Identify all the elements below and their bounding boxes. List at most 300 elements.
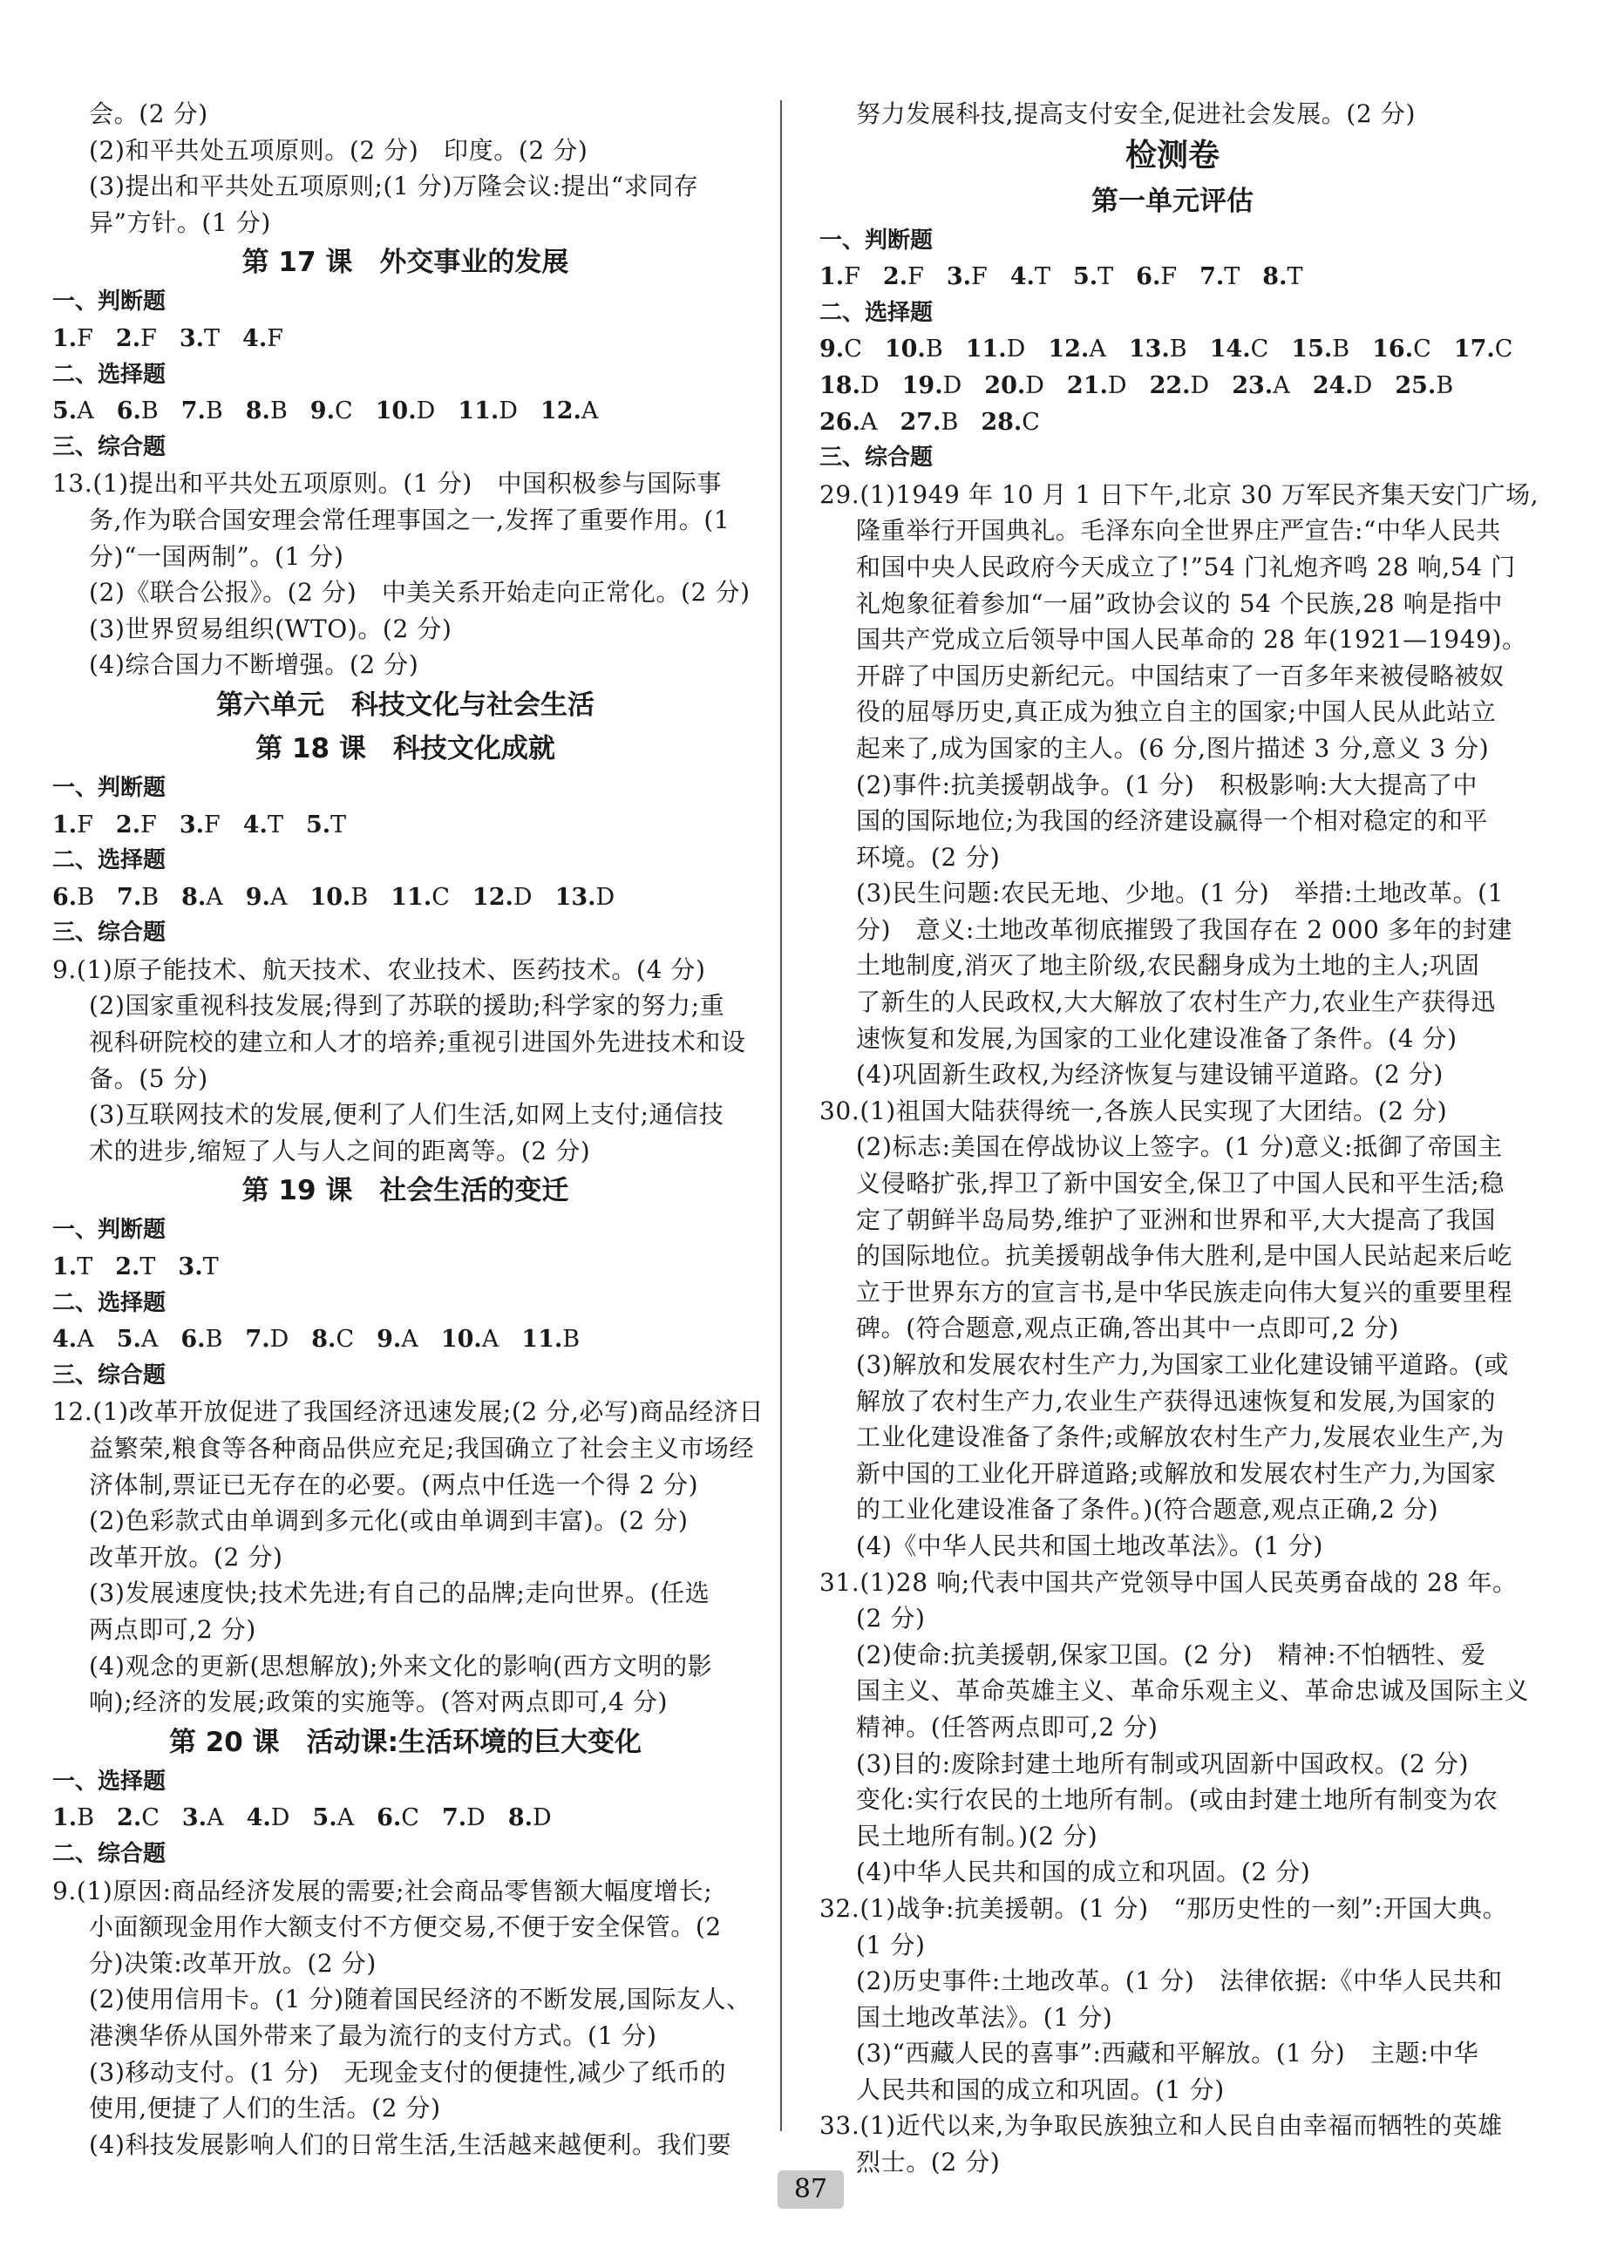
answer-item xyxy=(508,1800,552,1837)
answer-line: 9.(1)原子能技术、航天技术、农业技术、医药技术。(4 分) xyxy=(52,954,706,984)
left-column xyxy=(52,96,764,2163)
answer-item xyxy=(540,393,598,430)
answer-line: 分)决策:改革开放。(2 分) xyxy=(89,1948,377,1978)
answer-item xyxy=(819,259,860,295)
section-heading: 一、判断题 xyxy=(819,227,934,254)
answer-value: D xyxy=(1025,371,1044,399)
answer-line: (1 分) xyxy=(856,1930,926,1959)
question-number: 18. xyxy=(819,371,860,399)
answer-line: 努力发展科技,提高支付安全,促进社会发展。(2 分) xyxy=(856,99,1416,128)
answer-line: (3)互联网技术的发展,便利了人们生活,如网上支付;通信技 xyxy=(89,1100,724,1130)
question-number: 9. xyxy=(309,397,335,425)
answer-value: A xyxy=(401,1326,418,1354)
section-heading: 三、综合题 xyxy=(819,445,934,472)
answer-value: C xyxy=(336,1326,355,1354)
question-number: 4. xyxy=(1009,263,1035,291)
answer-line: 的工业化建设准备了条件。)(符合题意,观点正确,2 分) xyxy=(856,1495,1439,1524)
answer-value: B xyxy=(350,883,369,911)
answer-value: B xyxy=(941,408,959,436)
answer-line: (2)使命:抗美援朝,保家卫国。(2 分) 精神:不怕牺牲、爱 xyxy=(856,1640,1486,1669)
answer-value: T xyxy=(204,324,221,352)
question-number: 17. xyxy=(1453,336,1495,363)
question-number: 7. xyxy=(245,1326,270,1354)
answer-line: (3)移动支付。(1 分) 无现金支付的便捷性,减少了纸币的 xyxy=(89,2057,727,2087)
answer-value: A xyxy=(206,883,223,911)
answer-item xyxy=(377,1800,419,1837)
answer-item xyxy=(310,393,353,430)
answer-value: D xyxy=(533,1804,552,1832)
answer-value: F xyxy=(907,263,924,291)
answer-line: 义侵略扩张,捍卫了新中国安全,保卫了中国人民和平生活;稳 xyxy=(856,1169,1505,1199)
answer-line: 两点即可,2 分) xyxy=(89,1614,256,1644)
answer-value: C xyxy=(1494,336,1513,363)
answer-item xyxy=(1136,259,1177,295)
answer-line: (4)中华人民共和国的成立和巩固。(2 分) xyxy=(856,1857,1311,1887)
answer-line: (2)使用信用卡。(1 分)随着国民经济的不断发展,国际友人、 xyxy=(89,1985,751,2014)
answer-value: C xyxy=(431,883,450,911)
question-number: 1. xyxy=(52,324,78,352)
answer-item xyxy=(902,368,962,404)
answer-item xyxy=(819,404,877,441)
answer-value: F xyxy=(77,324,93,352)
answer-value: A xyxy=(336,1804,355,1832)
answer-item xyxy=(116,321,157,357)
answer-item xyxy=(1010,259,1050,295)
answer-value: B xyxy=(1169,336,1187,363)
answer-line: 会。(2 分) xyxy=(89,99,208,128)
answer-value: D xyxy=(269,1326,289,1354)
section-heading: 三、综合题 xyxy=(52,920,166,947)
answer-value: A xyxy=(1089,336,1106,363)
true-false-answers xyxy=(52,1249,758,1286)
question-number: 13. xyxy=(554,883,596,911)
answer-line: 精神。(任答两点即可,2 分) xyxy=(856,1712,1159,1742)
answer-value: A xyxy=(269,883,288,911)
question-number: 6. xyxy=(377,1804,402,1832)
answer-line: (2)色彩款式由单调到多元化(或由单调到丰富)。(2 分) xyxy=(89,1506,689,1536)
answer-item xyxy=(1129,331,1187,368)
answer-value: C xyxy=(844,336,862,363)
answer-value: D xyxy=(270,1804,290,1832)
answer-item xyxy=(182,1800,224,1837)
answer-line: (4)巩固新生政权,为经济恢复与建设铺平道路。(2 分) xyxy=(856,1060,1444,1090)
answer-line: 33.(1)近代以来,为争取民族独立和人民自由幸福而牺牲的英雄 xyxy=(819,2111,1503,2141)
answer-item xyxy=(309,879,368,916)
answer-line: (3)提出和平共处五项原则;(1 分)万隆会议:提出“求同存 xyxy=(89,172,699,201)
answer-value: A xyxy=(1273,371,1290,399)
section-heading: 二、选择题 xyxy=(52,361,166,388)
answer-line: 国土地改革法》。(1 分) xyxy=(856,2002,1113,2032)
answer-value: D xyxy=(860,371,880,399)
answer-line: 烈士。(2 分) xyxy=(856,2148,1001,2177)
answer-value: C xyxy=(1413,336,1431,363)
choice-answers xyxy=(819,331,1525,368)
answer-item xyxy=(52,1321,94,1358)
section-heading: 一、判断题 xyxy=(52,289,166,316)
answer-item xyxy=(1372,331,1431,368)
question-number: 26. xyxy=(819,408,860,436)
answer-item xyxy=(117,879,159,916)
answer-value: T xyxy=(202,1253,219,1281)
answer-item xyxy=(441,1321,499,1358)
unit-title: 第六单元 科技文化与社会生活 xyxy=(216,689,595,721)
question-number: 4. xyxy=(246,1804,271,1832)
test-title: 检测卷 xyxy=(1125,137,1220,173)
question-number: 3. xyxy=(179,324,205,352)
answer-value: B xyxy=(77,1804,95,1832)
section-heading: 二、综合题 xyxy=(52,1840,166,1867)
question-number: 3. xyxy=(178,1253,203,1281)
question-number: 1. xyxy=(52,1253,78,1281)
answer-value: C xyxy=(334,397,353,425)
answer-line: (3)世界贸易组织(WTO)。(2 分) xyxy=(89,614,452,643)
answer-value: D xyxy=(513,883,533,911)
answer-item xyxy=(52,879,94,916)
answer-line: 定了朝鲜半岛局势,维护了亚洲和世界和平,大大提高了我国 xyxy=(856,1205,1497,1234)
question-number: 5. xyxy=(305,811,331,839)
answer-line: 工业化建设准备了条件;或解放农村生产力,发展农业生产,为 xyxy=(856,1423,1505,1452)
lesson-title: 第 17 课 外交事业的发展 xyxy=(241,247,569,279)
answer-line: (3)“西藏人民的喜事”:西藏和平解放。(1 分) 主题:中华 xyxy=(856,2039,1479,2068)
question-number: 11. xyxy=(391,883,432,911)
answer-value: F xyxy=(1160,263,1178,291)
answer-value: D xyxy=(499,397,518,425)
question-number: 8. xyxy=(507,1804,533,1832)
answer-item xyxy=(242,321,283,357)
question-number: 19. xyxy=(901,371,943,399)
question-number: 10. xyxy=(375,397,417,425)
answer-item xyxy=(117,1321,159,1358)
answer-value: B xyxy=(205,1326,223,1354)
answer-line: 备。(5 分) xyxy=(89,1063,208,1093)
answer-item xyxy=(1232,368,1289,404)
answer-item xyxy=(181,393,223,430)
answer-line: 解放了农村生产力,农业生产获得迅速恢复和发展,为国家的 xyxy=(856,1386,1497,1416)
answer-item xyxy=(521,1321,580,1358)
answer-line: 环境。(2 分) xyxy=(856,842,1001,872)
question-number: 20. xyxy=(984,371,1026,399)
answer-item xyxy=(306,807,346,844)
answer-line: 30.(1)祖国大陆获得统一,各族人民实现了大团结。(2 分) xyxy=(819,1096,1448,1125)
answer-item xyxy=(178,1249,218,1286)
answer-item xyxy=(52,1249,92,1286)
answer-item xyxy=(819,331,862,368)
answer-value: F xyxy=(140,811,157,839)
answer-line: 国主义、革命英雄主义、革命乐观主义、革命忠诚及国际主义 xyxy=(856,1676,1530,1706)
page-number: 87 xyxy=(778,2170,844,2209)
choice-answers xyxy=(819,368,1525,404)
question-number: 12. xyxy=(472,883,513,911)
answer-item xyxy=(1395,368,1453,404)
answer-line: 视科研院校的建立和人才的培养;重视引进国外先进技术和设 xyxy=(89,1028,746,1057)
question-number: 9. xyxy=(245,883,270,911)
question-number: 10. xyxy=(309,883,351,911)
answer-line: 起来了,成为国家的主人。(6 分,图片描述 3 分,意义 3 分) xyxy=(856,733,1490,763)
answer-line: (2)标志:美国在停战协议上签字。(1 分)意义:抵御了帝国主 xyxy=(856,1132,1503,1162)
choice-answers xyxy=(52,879,758,916)
answer-line: (4)科技发展影响人们的日常生活,生活越来越便利。我们要 xyxy=(89,2129,732,2159)
question-number: 7. xyxy=(441,1804,467,1832)
section-heading: 三、综合题 xyxy=(52,433,166,460)
answer-item xyxy=(981,404,1040,441)
answer-line: 31.(1)28 响;代表中国共产党领导中国人民英勇奋战的 28 年。 xyxy=(819,1567,1518,1597)
question-number: 11. xyxy=(965,336,1007,363)
question-number: 5. xyxy=(1072,263,1098,291)
answer-line: 隆重举行开国典礼。毛泽东向全世界庄严宣告:“中华人民共 xyxy=(856,516,1501,546)
answer-line: (3)发展速度快;技术先进;有自己的品牌;走向世界。(任选 xyxy=(89,1579,710,1608)
answer-value: C xyxy=(141,1804,160,1832)
true-false-answers xyxy=(52,807,758,844)
answer-value: C xyxy=(401,1804,419,1832)
answer-line: 港澳华侨从国外带来了最为流行的支付方式。(1 分) xyxy=(89,2020,657,2050)
question-number: 6. xyxy=(52,883,78,911)
choice-answers xyxy=(819,404,1525,441)
question-number: 3. xyxy=(946,263,972,291)
answer-item xyxy=(966,331,1026,368)
column-divider xyxy=(780,100,782,2131)
answer-item xyxy=(1291,331,1349,368)
answer-value: T xyxy=(1224,263,1240,291)
answer-value: D xyxy=(1190,371,1210,399)
question-number: 4. xyxy=(242,324,268,352)
lesson-title: 第 18 课 科技文化成就 xyxy=(255,732,555,764)
answer-line: (2 分) xyxy=(856,1604,926,1633)
question-number: 7. xyxy=(180,397,206,425)
choice-answers xyxy=(52,1800,758,1837)
question-number: 2. xyxy=(882,263,908,291)
lesson-title: 第 19 课 社会生活的变迁 xyxy=(241,1175,569,1207)
answer-line: 国的国际地位;为我国的经济建设赢得一个相对稳定的和平 xyxy=(856,806,1489,836)
answer-line: 益繁荣,粮食等各种商品供应充足;我国确立了社会主义市场经 xyxy=(89,1434,755,1463)
question-number: 23. xyxy=(1232,371,1274,399)
answer-value: B xyxy=(1436,371,1454,399)
question-number: 1. xyxy=(52,811,78,839)
answer-value: A xyxy=(77,397,94,425)
choice-answers xyxy=(52,1321,758,1358)
question-number: 6. xyxy=(116,397,141,425)
answer-line: (3)民生问题:农民无地、少地。(1 分) 举措:土地改革。(1 xyxy=(856,879,1505,908)
answer-value: D xyxy=(942,371,962,399)
answer-line: 改革开放。(2 分) xyxy=(89,1542,283,1572)
answer-item xyxy=(52,1800,94,1837)
answer-line: 和国中央人民政府今天成立了!”54 门礼炮齐鸣 28 响,54 门 xyxy=(856,552,1516,581)
answer-line: 新中国的工业化开辟道路;或解放和发展农村生产力,为国家 xyxy=(856,1458,1497,1488)
answer-line: 响);经济的发展;政策的实施等。(答对两点即可,4 分) xyxy=(89,1687,669,1717)
answer-value: T xyxy=(267,811,283,839)
answer-value: F xyxy=(140,324,157,352)
answer-line: 人民共和国的成立和巩固。(1 分) xyxy=(856,2074,1225,2104)
answer-value: B xyxy=(1332,336,1350,363)
answer-line: 济体制,票证已无存在的必要。(两点中任选一个得 2 分) xyxy=(89,1470,699,1499)
answer-line: 国共产党成立后领导中国人民革命的 28 年(1921—1949)。 xyxy=(856,625,1527,655)
question-number: 8. xyxy=(181,883,207,911)
answer-line: (4)观念的更新(思想解放);外来文化的影响(西方文明的影 xyxy=(89,1651,713,1681)
answer-value: D xyxy=(1006,336,1026,363)
answer-line: 29.(1)1949 年 10 月 1 日下午,北京 30 万军民齐集天安门广场, xyxy=(819,479,1539,509)
answer-item xyxy=(376,393,436,430)
answer-line: 立于世界东方的宣言书,是中华民族走向伟大复兴的重要里程 xyxy=(856,1277,1513,1307)
question-number: 10. xyxy=(884,336,926,363)
answer-value: D xyxy=(1353,371,1373,399)
answer-value: B xyxy=(141,883,160,911)
question-number: 4. xyxy=(242,811,268,839)
answer-value: T xyxy=(330,811,347,839)
answer-value: T xyxy=(1097,263,1114,291)
answer-item xyxy=(1199,259,1240,295)
question-number: 2. xyxy=(115,1253,140,1281)
question-number: 8. xyxy=(1262,263,1288,291)
answer-value: B xyxy=(77,883,95,911)
answer-item xyxy=(391,879,450,916)
answer-line: (4)《中华人民共和国土地改革法》。(1 分) xyxy=(856,1531,1324,1560)
unit-eval-title: 第一单元评估 xyxy=(1091,185,1254,217)
answer-value: D xyxy=(1107,371,1127,399)
answer-line: 小面额现金用作大额支付不方便交易,不便于安全保管。(2 xyxy=(89,1912,722,1942)
answer-item xyxy=(117,1800,160,1837)
answer-value: F xyxy=(844,263,860,291)
answer-value: F xyxy=(971,263,988,291)
answer-item xyxy=(900,404,958,441)
answer-value: C xyxy=(1250,336,1269,363)
question-number: 7. xyxy=(117,883,142,911)
question-number: 1. xyxy=(52,1804,78,1832)
answer-value: T xyxy=(139,1253,156,1281)
question-number: 2. xyxy=(117,1804,142,1832)
answer-item xyxy=(472,879,533,916)
question-number: 9. xyxy=(377,1326,402,1354)
answer-value: D xyxy=(595,883,615,911)
answer-value: T xyxy=(1287,263,1303,291)
answer-item xyxy=(311,1321,354,1358)
section-heading: 二、选择题 xyxy=(819,299,934,326)
answer-value: A xyxy=(581,397,599,425)
question-number: 12. xyxy=(540,397,581,425)
answer-item xyxy=(1067,368,1127,404)
question-number: 28. xyxy=(981,408,1023,436)
answer-line: 变化:实行农民的土地所有制。(或由封建土地所有制变为农 xyxy=(856,1785,1498,1815)
answer-line: 役的屈辱历史,真正成为独立自主的国家;中国人民从此站立 xyxy=(856,697,1497,727)
answer-value: A xyxy=(140,1326,159,1354)
answer-line: 务,作为联合国安理会常任理事国之一,发挥了重要作用。(1 xyxy=(89,505,730,534)
answer-item xyxy=(52,321,93,357)
answer-value: F xyxy=(267,324,283,352)
true-false-answers xyxy=(52,321,758,357)
answer-item xyxy=(180,1321,222,1358)
answer-line: 分) 意义:土地改革彻底摧毁了我国存在 2 000 多年的封建 xyxy=(856,914,1512,944)
answer-value: A xyxy=(207,1804,224,1832)
answer-line: (3)解放和发展农村生产力,为国家工业化建设铺平道路。(或 xyxy=(856,1350,1509,1379)
answer-line: 13.(1)提出和平共处五项原则。(1 分) 中国积极参与国际事 xyxy=(52,469,722,499)
answer-item xyxy=(1048,331,1105,368)
answer-line: 分)“一国两制”。(1 分) xyxy=(89,541,344,571)
question-number: 4. xyxy=(52,1326,78,1354)
answer-item xyxy=(984,368,1044,404)
answer-item xyxy=(1210,331,1269,368)
answer-line: 土地制度,消灭了地主阶级,农民翻身成为土地的主人;巩固 xyxy=(856,951,1480,981)
answer-item xyxy=(1313,368,1373,404)
answer-line: (3)目的:废除封建土地所有制或巩固新中国政权。(2 分) xyxy=(856,1749,1470,1778)
answer-line: 异”方针。(1 分) xyxy=(89,207,271,237)
answer-item xyxy=(1150,368,1210,404)
answer-value: D xyxy=(416,397,436,425)
answer-item xyxy=(1262,259,1302,295)
answer-value: T xyxy=(1034,263,1050,291)
answer-line: (2)《联合公报》。(2 分) 中美关系开始走向正常化。(2 分) xyxy=(89,578,751,608)
question-number: 3. xyxy=(181,1804,207,1832)
answer-line: 了新生的人民政权,大大解放了农村生产力,农业生产获得迅 xyxy=(856,988,1497,1017)
answer-item xyxy=(1454,331,1513,368)
question-number: 13. xyxy=(1128,336,1170,363)
question-number: 2. xyxy=(115,324,141,352)
answer-item xyxy=(1073,259,1113,295)
answer-line: 民土地所有制。)(2 分) xyxy=(856,1821,1098,1850)
question-number: 25. xyxy=(1395,371,1437,399)
lesson-title: 第 20 课 活动课:生活环境的巨大变化 xyxy=(168,1726,642,1758)
answer-item xyxy=(116,807,157,844)
question-number: 1. xyxy=(819,263,845,291)
question-number: 11. xyxy=(458,397,499,425)
answer-line: (2)和平共处五项原则。(2 分) 印度。(2 分) xyxy=(89,135,588,165)
answer-value: B xyxy=(205,397,223,425)
question-number: 8. xyxy=(311,1326,336,1354)
answer-line: 开辟了中国历史新纪元。中国结束了一百多年来被侵略被奴 xyxy=(856,661,1505,690)
question-number: 15. xyxy=(1291,336,1333,363)
question-number: 6. xyxy=(180,1326,206,1354)
question-number: 27. xyxy=(900,408,941,436)
question-number: 2. xyxy=(115,811,141,839)
answer-value: A xyxy=(77,1326,94,1354)
question-number: 3. xyxy=(179,811,205,839)
answer-line: 速恢复和发展,为国家的工业化建设准备了条件。(4 分) xyxy=(856,1023,1458,1053)
choice-answers xyxy=(52,393,758,430)
answer-line: 礼炮象征着参加“一届”政协会议的 54 个民族,28 响是指中 xyxy=(856,588,1504,618)
question-number: 24. xyxy=(1312,371,1354,399)
answer-value: B xyxy=(140,397,159,425)
answer-item xyxy=(115,1249,155,1286)
answer-item xyxy=(180,807,221,844)
question-number: 21. xyxy=(1066,371,1108,399)
question-number: 7. xyxy=(1199,263,1225,291)
question-number: 14. xyxy=(1209,336,1251,363)
section-heading: 三、综合题 xyxy=(52,1361,166,1389)
answer-value: T xyxy=(77,1253,93,1281)
section-heading: 二、选择题 xyxy=(52,1289,166,1316)
section-heading: 一、判断题 xyxy=(52,1217,166,1244)
question-number: 5. xyxy=(116,1326,141,1354)
answer-item xyxy=(885,331,943,368)
answer-item xyxy=(312,1800,354,1837)
answer-value: D xyxy=(466,1804,486,1832)
answer-line: 使用,便捷了人们的生活。(2 分) xyxy=(89,2094,441,2123)
question-number: 6. xyxy=(1136,263,1161,291)
answer-value: B xyxy=(925,336,943,363)
answer-item xyxy=(947,259,988,295)
answer-line: 的国际地位。抗美援朝战争伟大胜利,是中国人民站起来后屹 xyxy=(856,1241,1513,1271)
answer-value: F xyxy=(77,811,93,839)
answer-item xyxy=(246,393,288,430)
answer-item xyxy=(819,368,880,404)
question-number: 5. xyxy=(52,397,78,425)
answer-item xyxy=(883,259,924,295)
answer-value: B xyxy=(562,1326,581,1354)
answer-line: 12.(1)改革开放促进了我国经济迅速发展;(2 分,必写)商品经济日 xyxy=(52,1397,764,1427)
answer-item xyxy=(377,1321,418,1358)
question-number: 22. xyxy=(1149,371,1191,399)
answer-item xyxy=(117,393,159,430)
answer-item xyxy=(181,879,223,916)
answer-item xyxy=(245,1321,289,1358)
section-heading: 二、选择题 xyxy=(52,847,166,874)
